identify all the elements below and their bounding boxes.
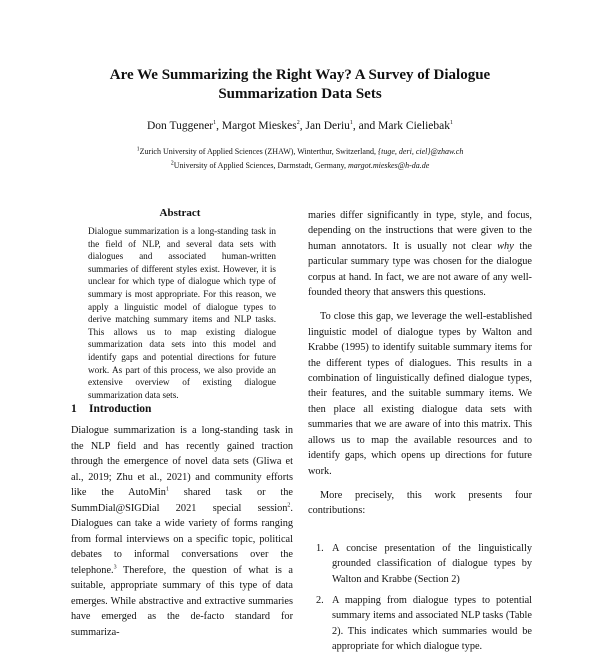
paragraph-text: Dialogue summarization is a long-standing task in the NLP field and has recently gained traction through the emergence of novel data sets (Gliwa et al., 2019; Zhu et al., 2021) and community efforts like the AutoMin — [71, 425, 293, 498]
author-name: Margot Mieskes — [221, 120, 297, 132]
author-name: Jan Deriu — [305, 120, 350, 132]
section-number: 1 — [71, 403, 77, 415]
introduction-paragraph — [71, 423, 293, 640]
right-column — [308, 208, 532, 661]
footnote-mark: 2 — [287, 502, 291, 509]
paragraph-text: maries differ significantly in type, style, and focus, depending on the instructions that were given to the human annotators. It is usually not clear — [308, 210, 532, 252]
author-affiliation-mark: 2 — [296, 120, 300, 127]
author-separator: , — [216, 120, 222, 132]
paragraph-continued — [308, 208, 532, 300]
paragraph-text: . Dialogues can take a wide variety of forms ranging from formal interviews on a specific topic, political debates to informal conversations over the telephone. — [71, 502, 293, 576]
contributions-list — [308, 541, 532, 655]
paragraph-contributions-intro: More precisely, this work presents four contributions: — [308, 489, 532, 517]
list-item-text: A concise presentation of the linguistically grounded classification of dialogue types by Walton and Krabbe (Section 2) — [332, 542, 532, 585]
list-number: 2. — [316, 594, 324, 606]
footnote-mark: 1 — [165, 486, 169, 493]
affiliation-mark: 2 — [170, 160, 174, 167]
section-heading-introduction — [71, 403, 151, 415]
author-affiliation-mark: 1 — [349, 120, 353, 127]
list-item-text: A mapping from dialogue types to potential summary items and associated NLP tasks (Table 2). This indicates which summaries would be appropriate for which dialogue type. — [332, 594, 532, 653]
paper-title — [0, 66, 600, 104]
affiliation-mark: 1 — [136, 146, 140, 153]
author-separator: , and — [352, 120, 379, 132]
author-separator: , — [299, 120, 306, 132]
paragraph-text: shared task or the SummDial@SIGDial 2021 special session — [71, 487, 293, 514]
affiliation-email: margot.mieskes@h-da.de — [348, 161, 430, 170]
emphasis: why — [497, 240, 514, 252]
section-title: Introduction — [89, 403, 152, 415]
footnote-mark: 3 — [113, 564, 117, 571]
author-name: Don Tuggener — [147, 120, 214, 132]
author-name: Mark Cieliebak — [378, 120, 450, 132]
paragraph-text: the particular summary type was chosen for the dialogue corpus at hand. In fact, we are not aware of any well-founded theory that answers this questions. — [308, 240, 533, 299]
paragraph-text: Therefore, the question of what is a suitable, appropriate summary of this type of data emerges. While abstractive and extractive summaries have emerged as the de-facto standard for summariza- — [71, 564, 293, 638]
affiliation-text: University of Applied Sciences, Darmstadt, Germany, — [173, 161, 349, 170]
list-item — [308, 541, 532, 587]
author-affiliation-mark: 1 — [449, 120, 453, 127]
affiliation-text: Zurich University of Applied Sciences (ZHAW), Winterthur, Switzerland, — [139, 147, 378, 156]
author-list — [0, 120, 600, 132]
list-item — [308, 593, 532, 655]
affiliation-email: {tuge, deri, ciel}@zhaw.ch — [377, 147, 464, 156]
title-line-2: Summarization Data Sets — [218, 86, 382, 102]
paragraph-close-gap: To close this gap, we leverage the well-established linguistic model of dialogue types by Walton and Krabbe (1995) to identify suitable summary items for the different types of dialogues. This results in a combination of linguistically defined dialogue types, their features, and the suitable summary items. We then place all existing dialogue data sets with summaries that we are aware of into this matrix. This allows us to map the available resources and to identify gaps, which opens up directions for future work. — [308, 311, 532, 477]
abstract-body: Dialogue summarization is a long-standing task in the field of NLP, and several data sets with dialogues and associated human-written summaries of different styles exist. However, it is unclear for which type of dialogue which type of summary is most appropriate. For this reason, we apply a linguistic model of dialogue types to derive matching summary items and NLP tasks. This allows us to map existing dialogue summarization data sets into this model and identify gaps and potential directions for future work. As part of this process, we also provide an extensive overview of existing dialogue summarization data sets. — [88, 226, 276, 400]
affiliation-2 — [0, 161, 600, 170]
author-affiliation-mark: 1 — [213, 120, 217, 127]
title-line-1: Are We Summarizing the Right Way? A Survey of Dialogue — [109, 67, 491, 83]
abstract-heading: Abstract — [159, 207, 201, 219]
affiliation-1 — [0, 147, 600, 156]
list-number: 1. — [316, 542, 324, 554]
